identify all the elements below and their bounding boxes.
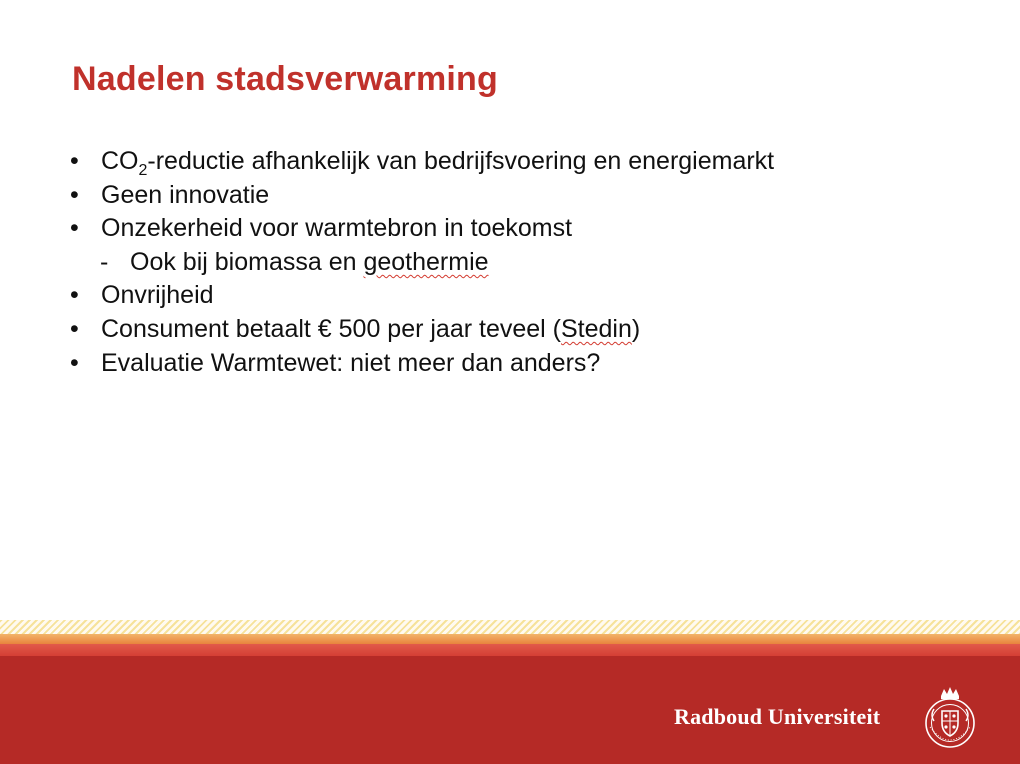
text-run: Onvrijheid	[101, 281, 214, 310]
bullet-marker: •	[70, 214, 79, 243]
bullet-text	[130, 246, 489, 280]
text-run: Ook bij biomassa en	[130, 247, 364, 276]
bullet-marker: •	[70, 314, 79, 343]
footer-orange-band	[0, 634, 1020, 644]
text-run: CO	[101, 147, 139, 175]
bullet-text	[101, 212, 572, 246]
bullet-marker: •	[70, 281, 79, 310]
bullet-text	[101, 179, 269, 213]
bullet-text	[101, 347, 600, 381]
bullet-marker: •	[70, 180, 79, 209]
text-run: -reductie afhankelijk van bedrijfsvoering en energiemarkt	[147, 147, 775, 175]
bullet-text	[101, 279, 214, 313]
bullet-marker: •	[70, 147, 79, 175]
spellcheck-flagged-word: geothermie	[363, 247, 489, 276]
text-run: Geen innovatie	[101, 180, 270, 209]
text-run: Consument betaalt € 500 per jaar teveel (	[101, 314, 561, 343]
text-run: Evaluatie Warmtewet: niet meer dan anders?	[101, 348, 601, 377]
text-run: )	[631, 314, 641, 343]
university-name: Radboud Universiteit	[674, 704, 881, 729]
radboud-seal-icon	[922, 683, 978, 751]
bullet-text	[101, 313, 640, 347]
slide-title: Nadelen stadsverwarming	[72, 60, 498, 98]
spellcheck-flagged-word: Stedin	[561, 314, 632, 343]
bullet-marker: •	[70, 348, 79, 377]
bullet-text	[101, 145, 774, 182]
text-run: Onzekerheid voor warmtebron in toekomst	[101, 214, 573, 243]
subscript-text: 2	[138, 162, 148, 179]
dash-marker: -	[100, 247, 109, 276]
